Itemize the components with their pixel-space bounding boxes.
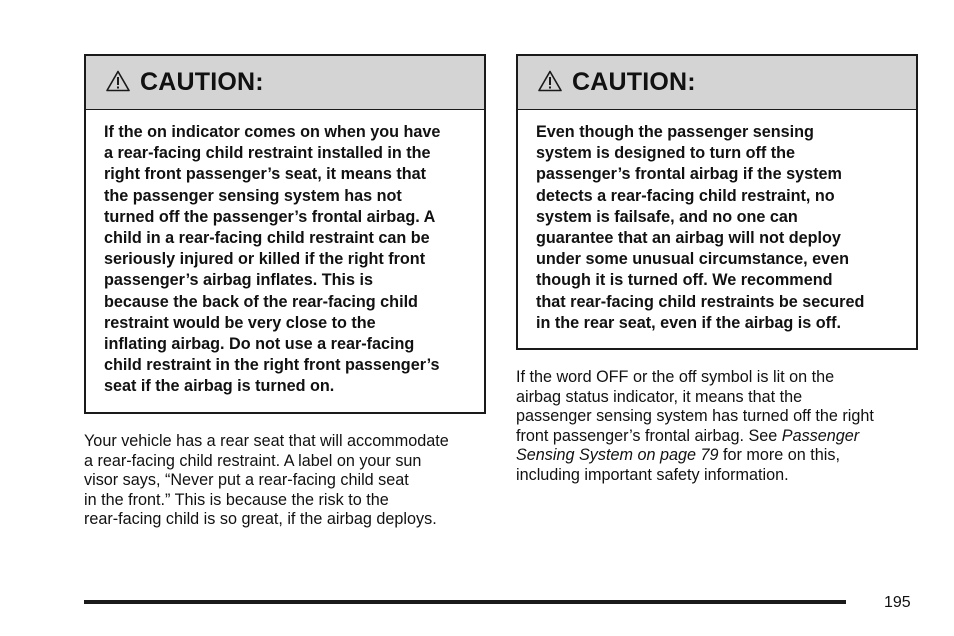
caution-body-right [518,110,916,348]
caution-line: because the back of the rear-facing child [104,292,418,311]
warning-triangle-icon [538,70,562,92]
caution-line: seriously injured or killed if the right front [104,250,426,269]
paragraph-line: a rear-facing child restraint. A label on your sun [84,451,422,470]
caution-header-right [518,56,916,110]
page-number: 195 [884,594,911,611]
caution-line: system is designed to turn off the [536,144,796,163]
caution-line: child in a rear-facing child restraint can be [104,229,430,248]
footer-rule [84,600,846,604]
paragraph-line: including important safety information. [516,465,789,484]
caution-box-right [516,54,918,350]
caution-line: seat if the airbag is turned on. [104,377,335,396]
caution-line: child restraint in the right front passenger’s [104,356,440,375]
caution-line: passenger’s airbag inflates. This is [104,271,373,290]
right-column [516,54,918,485]
caution-title: CAUTION: [140,68,264,96]
caution-line: guarantee that an airbag will not deploy [536,229,841,248]
body-paragraph-right [516,368,916,485]
caution-line: passenger’s frontal airbag if the system [536,165,842,184]
paragraph-line: visor says, “Never put a rear-facing child seat [84,471,409,489]
paragraph-line [516,427,916,447]
paragraph-line [516,446,916,466]
warning-triangle-icon [106,70,130,92]
caution-line: the passenger sensing system has not [104,186,402,205]
cross-reference-link[interactable]: Passenger [781,426,860,445]
caution-header-left [86,56,484,110]
paragraph-line: in the front.” This is because the risk to the [84,490,389,509]
caution-line: a rear-facing child restraint installed in the [104,144,431,163]
caution-line: restraint would be very close to the [104,313,376,332]
caution-title: CAUTION: [572,68,696,96]
paragraph-text: for more on this, [718,446,840,464]
cross-reference-link[interactable]: Sensing System on page 79 [516,446,719,464]
caution-line: under some unusual circumstance, even [536,250,850,269]
caution-line: Even though the passenger sensing [536,123,814,141]
caution-line: detects a rear-facing child restraint, no [536,186,835,205]
caution-line: system is failsafe, and no one can [536,207,798,226]
caution-line: If the on indicator comes on when you have [104,123,441,141]
paragraph-line: rear-facing child is so great, if the airbag deploys. [84,510,437,528]
caution-line: inflating airbag. Do not use a rear-facing [104,335,415,354]
paragraph-text: front passenger’s frontal airbag. See [516,426,782,445]
caution-box-left [84,54,486,414]
paragraph-line: passenger sensing system has turned off the right [516,407,874,425]
left-column [84,54,486,530]
paragraph-line: If the word OFF or the off symbol is lit on the [516,368,835,386]
caution-line: turned off the passenger’s frontal airbag. A [104,207,436,226]
caution-line: though it is turned off. We recommend [536,271,833,290]
caution-line: that rear-facing child restraints be secured [536,292,865,311]
body-paragraph-left [84,432,494,530]
caution-line: in the rear seat, even if the airbag is off. [536,313,841,332]
paragraph-line: Your vehicle has a rear seat that will accommodate [84,432,449,450]
caution-body-left [86,110,484,412]
paragraph-line: airbag status indicator, it means that the [516,387,803,406]
caution-line: right front passenger’s seat, it means that [104,165,427,184]
